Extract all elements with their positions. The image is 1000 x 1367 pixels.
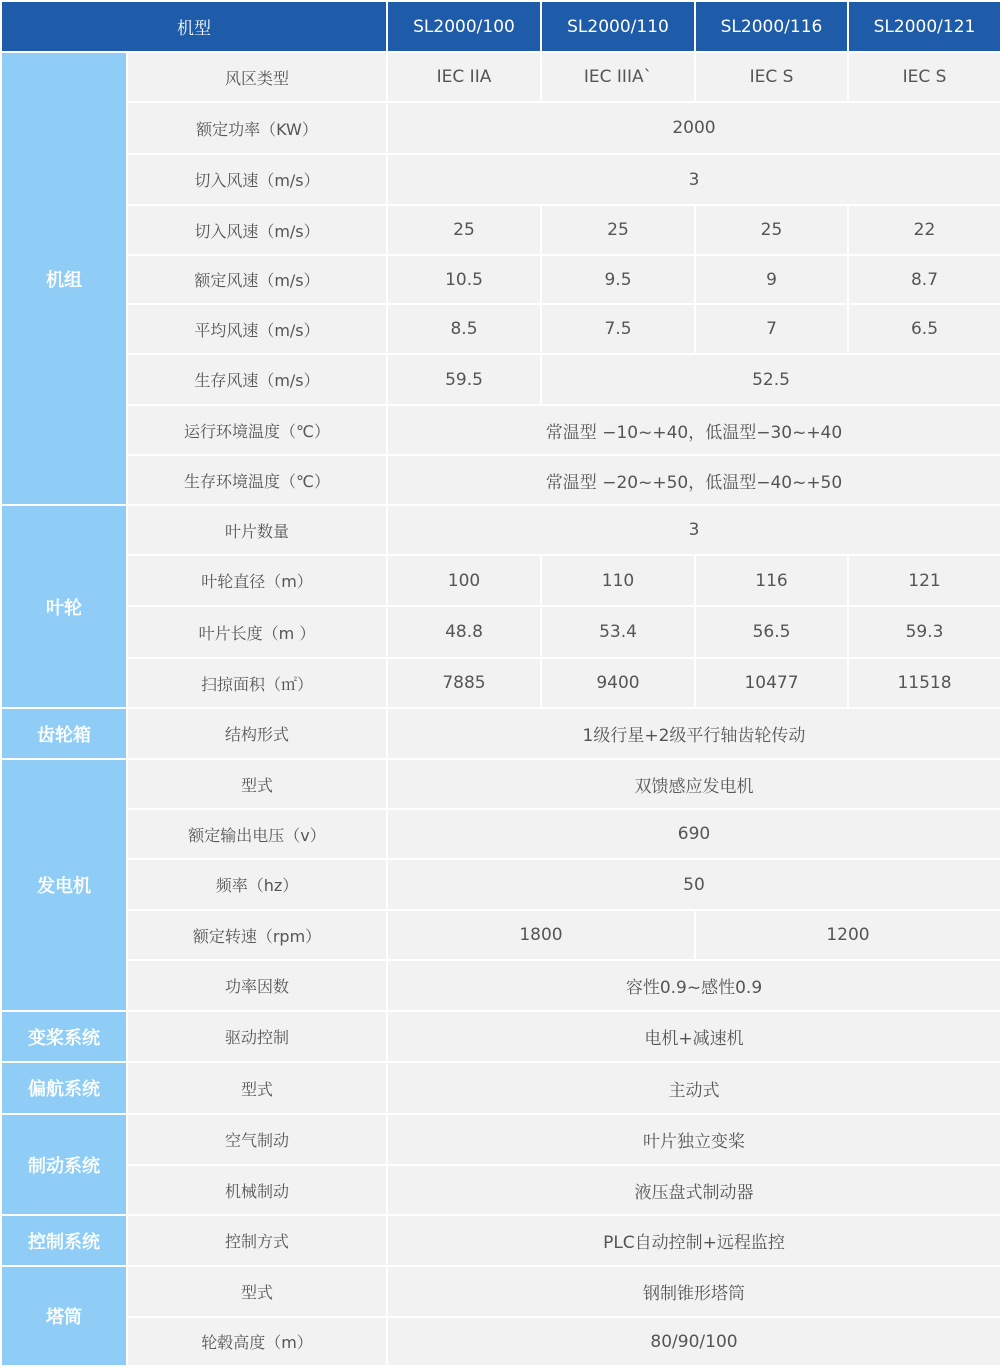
param-label: 平均风速（m/s） — [127, 304, 387, 354]
table-row — [1, 455, 1000, 505]
value-cell: IEC S — [848, 52, 1000, 102]
value-cell: 9.5 — [541, 255, 695, 304]
param-label: 额定输出电压（v） — [127, 809, 387, 859]
table-row — [1, 52, 1000, 102]
model-sl2000-121: SL2000/121 — [848, 1, 1000, 52]
value-cell: 80/90/100 — [387, 1317, 1000, 1366]
group-gearbox: 齿轮箱 — [1, 708, 127, 759]
group-tower: 塔筒 — [1, 1266, 127, 1366]
value-cell: PLC自动控制+远程监控 — [387, 1215, 1000, 1266]
value-cell: 叶片独立变桨 — [387, 1114, 1000, 1165]
value-cell: 25 — [695, 205, 848, 255]
value-cell: 100 — [387, 555, 541, 606]
value-cell: 主动式 — [387, 1062, 1000, 1114]
value-cell: 3 — [387, 505, 1000, 555]
param-label: 控制方式 — [127, 1215, 387, 1266]
value-cell: 3 — [387, 154, 1000, 205]
value-cell: 7885 — [387, 658, 541, 708]
table-row — [1, 555, 1000, 606]
value-cell: 常温型 −20~+50，低温型−40~+50 — [387, 455, 1000, 505]
model-label: 机型 — [1, 1, 387, 52]
value-cell: 116 — [695, 555, 848, 606]
value-cell: 常温型 −10~+40，低温型−30~+40 — [387, 405, 1000, 455]
value-cell: 7 — [695, 304, 848, 354]
param-label: 叶片数量 — [127, 505, 387, 555]
value-cell: 钢制锥形塔筒 — [387, 1266, 1000, 1317]
param-label: 切入风速（m/s） — [127, 205, 387, 255]
param-label: 空气制动 — [127, 1114, 387, 1165]
group-pitch: 变桨系统 — [1, 1011, 127, 1062]
table-row — [1, 809, 1000, 859]
table-row — [1, 255, 1000, 304]
param-label: 型式 — [127, 1266, 387, 1317]
value-cell: 50 — [387, 859, 1000, 910]
value-cell: 液压盘式制动器 — [387, 1165, 1000, 1215]
value-cell: 22 — [848, 205, 1000, 255]
table-row — [1, 354, 1000, 405]
param-label: 切入风速（m/s） — [127, 154, 387, 205]
value-cell: 2000 — [387, 102, 1000, 154]
value-cell: 59.5 — [387, 354, 541, 405]
value-cell: 110 — [541, 555, 695, 606]
value-cell: 48.8 — [387, 606, 541, 658]
table-row — [1, 1011, 1000, 1062]
model-sl2000-100: SL2000/100 — [387, 1, 541, 52]
value-cell: 52.5 — [541, 354, 1000, 405]
value-cell: 9400 — [541, 658, 695, 708]
value-cell: 1200 — [695, 910, 1000, 960]
table-row — [1, 1114, 1000, 1165]
value-cell: 11518 — [848, 658, 1000, 708]
param-label: 额定功率（KW） — [127, 102, 387, 154]
param-label: 运行环境温度（℃） — [127, 405, 387, 455]
value-cell: 1800 — [387, 910, 695, 960]
table-row — [1, 405, 1000, 455]
value-cell: 25 — [541, 205, 695, 255]
value-cell: 10.5 — [387, 255, 541, 304]
param-label: 扫掠面积（㎡） — [127, 658, 387, 708]
param-label: 风区类型 — [127, 52, 387, 102]
value-cell: 9 — [695, 255, 848, 304]
param-label: 轮毂高度（m） — [127, 1317, 387, 1366]
group-yaw: 偏航系统 — [1, 1062, 127, 1114]
value-cell: 53.4 — [541, 606, 695, 658]
param-label: 功率因数 — [127, 960, 387, 1011]
table-row — [1, 658, 1000, 708]
value-cell: 8.7 — [848, 255, 1000, 304]
value-cell: 容性0.9~感性0.9 — [387, 960, 1000, 1011]
param-label: 结构形式 — [127, 708, 387, 759]
table-row — [1, 859, 1000, 910]
param-label: 驱动控制 — [127, 1011, 387, 1062]
table-row — [1, 1266, 1000, 1317]
param-label: 型式 — [127, 1062, 387, 1114]
value-cell: IEC IIA — [387, 52, 541, 102]
table-row — [1, 1317, 1000, 1366]
value-cell: 1级行星+2级平行轴齿轮传动 — [387, 708, 1000, 759]
table-row — [1, 960, 1000, 1011]
model-sl2000-116: SL2000/116 — [695, 1, 848, 52]
value-cell: 7.5 — [541, 304, 695, 354]
group-rotor: 叶轮 — [1, 505, 127, 708]
value-cell: 121 — [848, 555, 1000, 606]
param-label: 频率（hz） — [127, 859, 387, 910]
group-control: 控制系统 — [1, 1215, 127, 1266]
table-row — [1, 759, 1000, 809]
param-label: 生存风速（m/s） — [127, 354, 387, 405]
table-row — [1, 304, 1000, 354]
group-unit: 机组 — [1, 52, 127, 505]
table-row — [1, 708, 1000, 759]
value-cell: 690 — [387, 809, 1000, 859]
param-label: 型式 — [127, 759, 387, 809]
table-row — [1, 910, 1000, 960]
value-cell: 电机+减速机 — [387, 1011, 1000, 1062]
table-row — [1, 154, 1000, 205]
header-row — [1, 1, 1000, 52]
param-label: 机械制动 — [127, 1165, 387, 1215]
table-row — [1, 1165, 1000, 1215]
table-row — [1, 606, 1000, 658]
table-row — [1, 1215, 1000, 1266]
value-cell: 8.5 — [387, 304, 541, 354]
value-cell: IEC IIIA` — [541, 52, 695, 102]
group-generator: 发电机 — [1, 759, 127, 1011]
param-label: 叶轮直径（m） — [127, 555, 387, 606]
value-cell: 59.3 — [848, 606, 1000, 658]
group-brake: 制动系统 — [1, 1114, 127, 1215]
table-row — [1, 505, 1000, 555]
value-cell: 6.5 — [848, 304, 1000, 354]
table-row — [1, 102, 1000, 154]
param-label: 生存环境温度（℃） — [127, 455, 387, 505]
value-cell: 25 — [387, 205, 541, 255]
value-cell: IEC S — [695, 52, 848, 102]
table-row — [1, 205, 1000, 255]
param-label: 额定风速（m/s） — [127, 255, 387, 304]
value-cell: 双馈感应发电机 — [387, 759, 1000, 809]
param-label: 叶片长度（m ） — [127, 606, 387, 658]
model-sl2000-110: SL2000/110 — [541, 1, 695, 52]
value-cell: 56.5 — [695, 606, 848, 658]
param-label: 额定转速（rpm） — [127, 910, 387, 960]
value-cell: 10477 — [695, 658, 848, 708]
table-row — [1, 1062, 1000, 1114]
